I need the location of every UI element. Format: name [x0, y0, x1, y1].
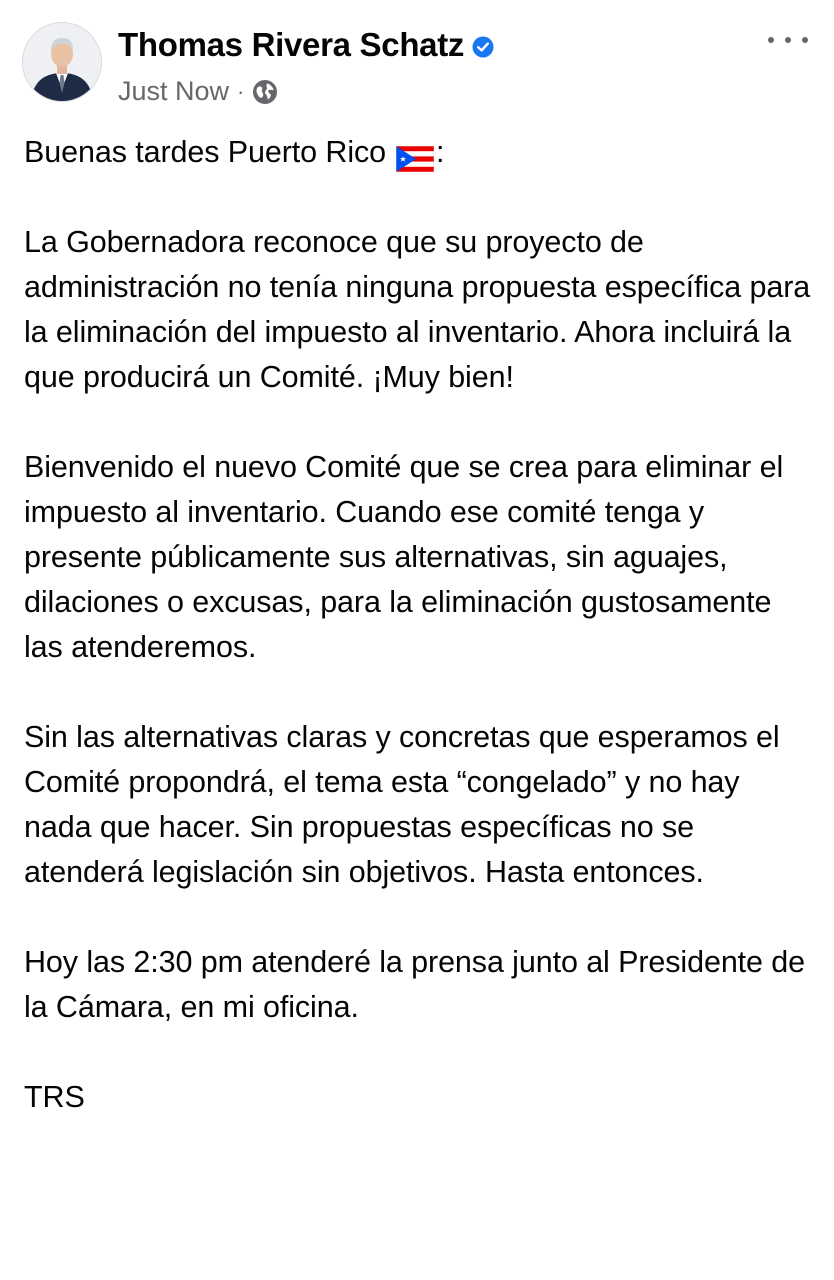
verified-badge-icon: [472, 36, 494, 58]
meta-separator: ·: [237, 78, 245, 104]
more-dot: [785, 37, 791, 43]
author-name[interactable]: Thomas Rivera Schatz: [118, 26, 465, 63]
globe-icon[interactable]: [252, 79, 278, 105]
more-dot: [802, 37, 808, 43]
timestamp[interactable]: Just Now: [118, 76, 230, 106]
post-body: [24, 130, 814, 1165]
avatar-portrait-icon: [23, 23, 101, 101]
post-header: [22, 20, 812, 112]
paragraph-2: Bienvenido el nuevo Comité que se crea para eliminar el impuesto al inventario. Cuando ese comité tenga y presente públicamente sus alternativas, sin aguajes, dilaciones o excusas, para la eliminación gustosamente las atenderemos.: [24, 450, 784, 664]
author-line: [118, 26, 494, 64]
signature: TRS: [24, 1080, 85, 1114]
avatar[interactable]: [22, 22, 102, 102]
greeting-line: [24, 130, 814, 175]
paragraph-3: Sin las alternativas claras y concretas que esperamos el Comité propondrá, el tema esta “congelado” y no hay nada que hacer. Sin propuestas específicas no se atenderá legislación sin objetivos. Hasta entonces.: [24, 720, 780, 889]
greeting-colon: :: [436, 135, 445, 169]
more-dot: [768, 37, 774, 43]
paragraph-4: Hoy las 2:30 pm atenderé la prensa junto al Presidente de la Cámara, en mi oficina.: [24, 945, 806, 1024]
post-meta: [118, 76, 278, 107]
more-options-icon[interactable]: [768, 28, 808, 52]
paragraph-1: La Gobernadora reconoce que su proyecto de administración no tenía ninguna propuesta específica para la eliminación del impuesto al inventario. Ahora incluirá la que producirá un Comité. ¡Muy bien!: [24, 225, 811, 394]
greeting-text: Buenas tardes Puerto Rico: [24, 135, 387, 169]
puerto-rico-flag-icon: [396, 140, 434, 166]
